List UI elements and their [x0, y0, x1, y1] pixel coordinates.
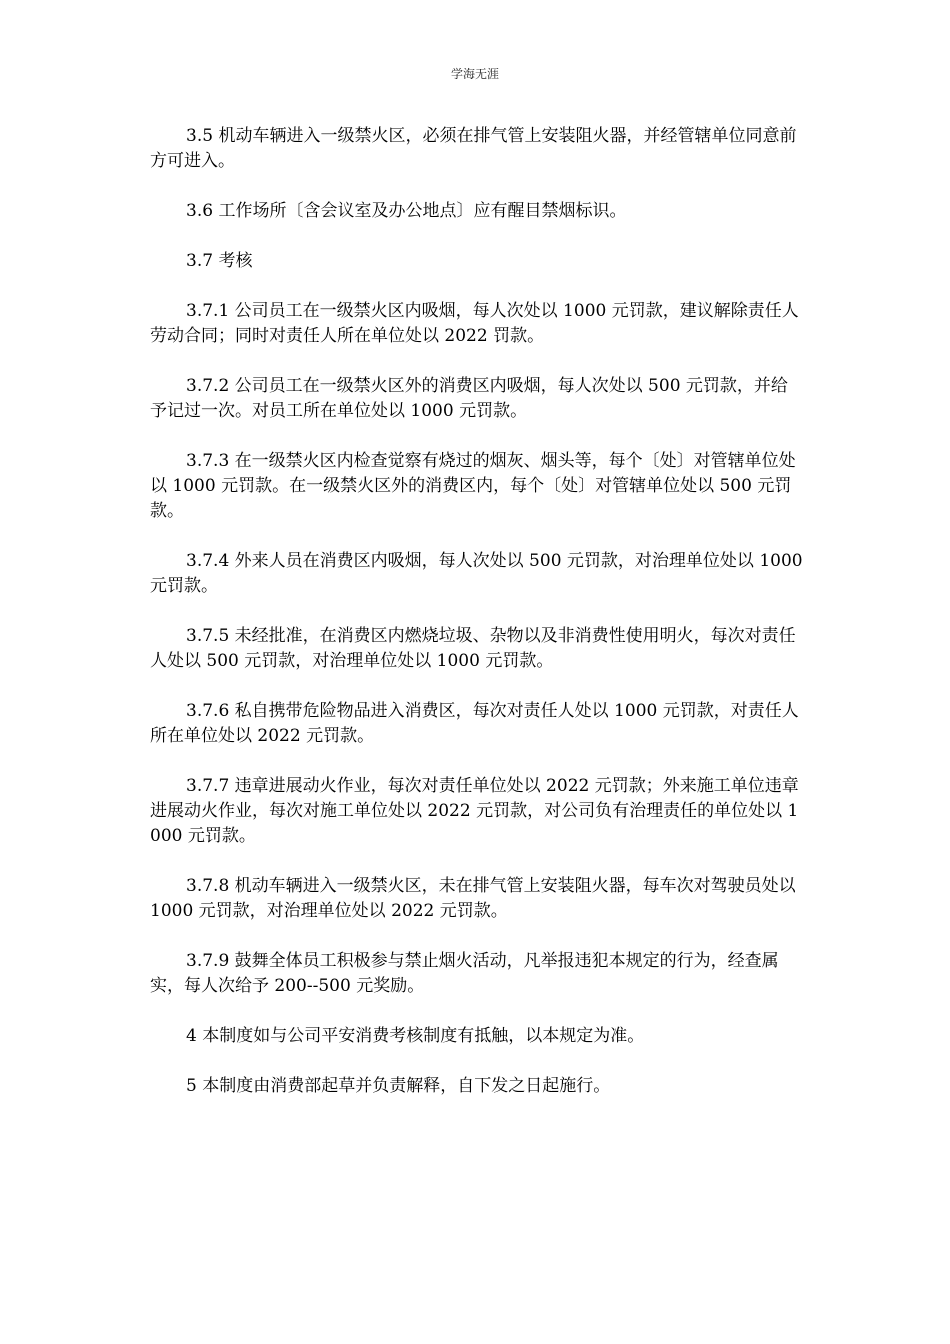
- paragraph-4: 4 本制度如与公司平安消费考核制度有抵触，以本规定为准。: [186, 1026, 645, 1046]
- paragraph-3-7-6: 3.7.6 私自携带危险物品进入消费区，每次对责任人处以 1000 元罚款，对责任人所在单位处以 2022 元罚款。: [150, 701, 799, 746]
- paragraph-3-5: 3.5 机动车辆进入一级禁火区，必须在排气管上安装阻火器，并经管辖单位同意前方可进入。: [150, 126, 797, 171]
- paragraph-3-7-7: 3.7.7 违章进展动火作业，每次对责任单位处以 2022 元罚款；外来施工单位违章进展动火作业，每次对施工单位处以 2022 元罚款，对公司负有治理责任的单位处以 1000 元罚款。: [150, 776, 799, 846]
- paragraph-3-7-9: 3.7.9 鼓舞全体员工积极参与禁止烟火活动，凡举报违犯本规定的行为，经查属实，每人次给予 200--500 元奖励。: [150, 951, 779, 996]
- paragraph-3-7-2: 3.7.2 公司员工在一级禁火区外的消费区内吸烟，每人次处以 500 元罚款，并给予记过一次。对员工所在单位处以 1000 元罚款。: [150, 376, 788, 421]
- paragraph-3-6: 3.6 工作场所〔含会议室及办公地点〕应有醒目禁烟标识。: [186, 201, 627, 221]
- paragraph-3-7-5: 3.7.5 未经批准，在消费区内燃烧垃圾、杂物以及非消费性使用明火，每次对责任人处以 500 元罚款，对治理单位处以 1000 元罚款。: [150, 626, 796, 671]
- paragraph-3-7-1: 3.7.1 公司员工在一级禁火区内吸烟，每人次处以 1000 元罚款，建议解除责任人劳动合同；同时对责任人所在单位处以 2022 罚款。: [150, 301, 799, 346]
- document-body: [150, 124, 804, 1124]
- page-header: 学海无涯: [450, 67, 499, 81]
- paragraph-3-7-8: 3.7.8 机动车辆进入一级禁火区，未在排气管上安装阻火器，每车次对驾驶员处以 1000 元罚款，对治理单位处以 2022 元罚款。: [150, 876, 796, 921]
- paragraph-3-7-4: 3.7.4 外来人员在消费区内吸烟，每人次处以 500 元罚款，对治理单位处以 1000 元罚款。: [150, 551, 803, 596]
- paragraph-3-7-heading: 3.7 考核: [186, 251, 253, 271]
- paragraph-3-7-3: 3.7.3 在一级禁火区内检查觉察有烧过的烟灰、烟头等，每个〔处〕对管辖单位处以 1000 元罚款。在一级禁火区外的消费区内，每个〔处〕对管辖单位处以 500 元罚款。: [150, 451, 796, 521]
- paragraph-5: 5 本制度由消费部起草并负责解释，自下发之日起施行。: [186, 1076, 611, 1096]
